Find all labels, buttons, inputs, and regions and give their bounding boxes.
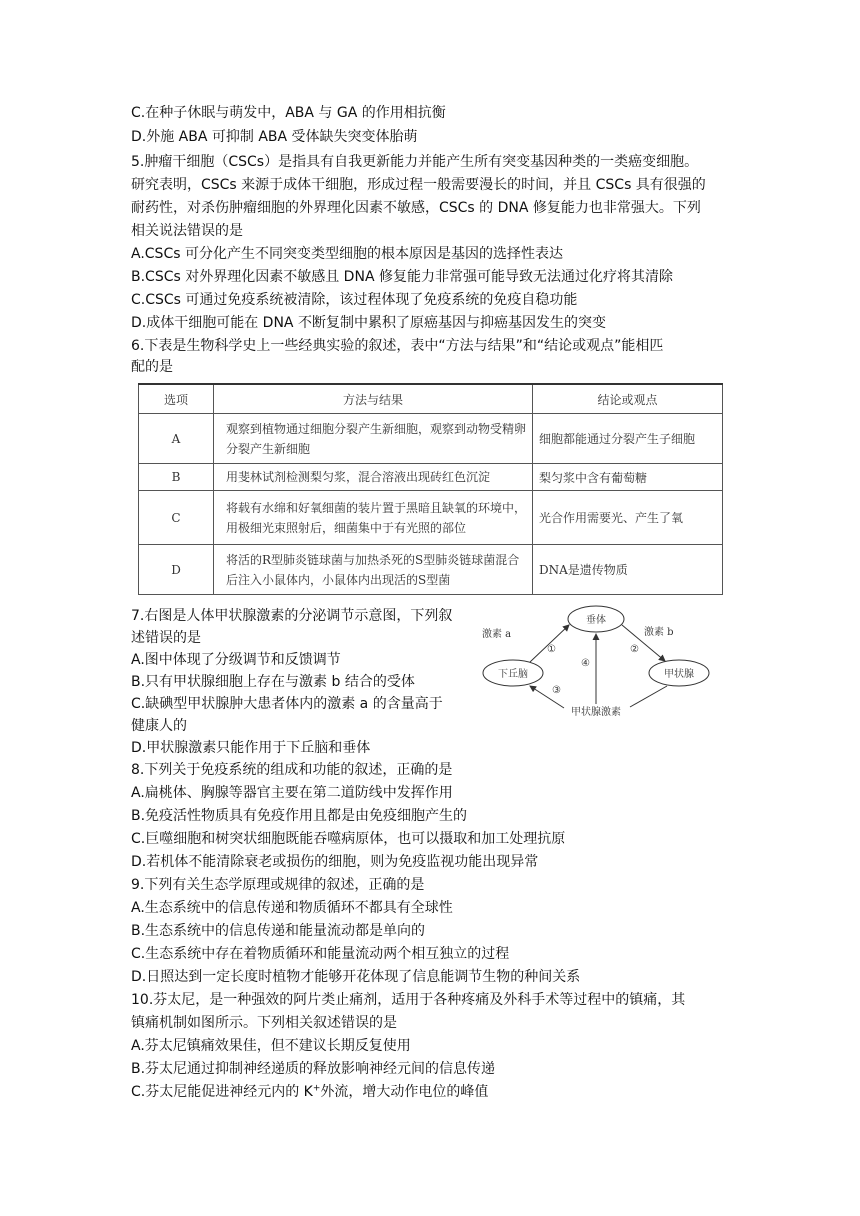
step-3-label: ③ <box>552 685 561 696</box>
hormone-a-label: 激素 a <box>482 629 512 640</box>
header-method: 方法与结果 <box>214 384 533 414</box>
q6-stem-line2: 配的是 <box>131 359 173 375</box>
q5-option-d: D.成体干细胞可能在 DNA 不断复制中累积了原癌基因与抑癌基因发生的突变 <box>131 315 606 331</box>
q7-option-a: A.图中体现了分级调节和反馈调节 <box>131 652 341 668</box>
q8-stem: 8.下列关于免疫系统的组成和功能的叙述，正确的是 <box>131 762 453 778</box>
thyroid-label: 甲状腺 <box>664 669 694 680</box>
row-option: A <box>139 414 214 464</box>
row-method: 观察到植物通过细胞分裂产生新细胞，观察到动物受精卵分裂产生新细胞 <box>214 414 533 464</box>
line-thyroid-to-hormone <box>630 686 667 707</box>
q9-stem: 9.下列有关生态学原理或规律的叙述，正确的是 <box>131 877 425 893</box>
row-option: C <box>139 491 214 545</box>
q9-option-b: B.生态系统中的信息传递和能量流动都是单向的 <box>131 923 426 939</box>
q10-stem-line2: 镇痛机制如图所示。下列相关叙述错误的是 <box>131 1015 397 1031</box>
experiment-table <box>138 383 723 595</box>
table-row <box>139 545 723 595</box>
q5-stem: 5.肿瘤干细胞（CSCs）是指具有自我更新能力并能产生所有突变基因种类的一类癌变细胞。 <box>131 154 699 170</box>
q9-option-a: A.生态系统中的信息传递和物质循环不都具有全球性 <box>131 900 453 916</box>
q10-option-b: B.芬太尼通过抑制神经递质的释放影响神经元间的信息传递 <box>131 1061 496 1077</box>
header-option: 选项 <box>139 384 214 414</box>
q7-stem-line2: 述错误的是 <box>131 630 201 646</box>
step-2-label: ② <box>630 644 639 655</box>
q5-option-b: B.CSCs 对外界理化因素不敏感且 DNA 修复能力非常强可能导致无法通过化疗将其清除 <box>131 269 673 285</box>
header-conclusion: 结论或观点 <box>533 384 723 414</box>
q8-option-d: D.若机体不能清除衰老或损伤的细胞，则为免疫监视功能出现异常 <box>131 854 539 870</box>
q10-option-c-part2: 外流，增大动作电位的峰值 <box>320 1084 489 1100</box>
q8-option-a: A.扁桃体、胸腺等器官主要在第二道防线中发挥作用 <box>131 785 453 801</box>
q5-stem-line3: 耐药性，对杀伤肿瘤细胞的外界理化因素不敏感，CSCs 的 DNA 修复能力也非常强大。下列 <box>131 200 701 216</box>
q7-option-c: C.缺碘型甲状腺肿大患者体内的激素 a 的含量高于 <box>131 696 443 712</box>
row-option: B <box>139 464 214 491</box>
step-4-label: ④ <box>581 658 590 669</box>
q5-stem-line2: 研究表明，CSCs 来源于成体干细胞，形成过程一般需要漫长的时间，并且 CSCs 具有很强的 <box>131 177 706 193</box>
q5-option-c: C.CSCs 可通过免疫系统被清除，该过程体现了免疫系统的免疫自稳功能 <box>131 292 578 308</box>
q7-option-d: D.甲状腺激素只能作用于下丘脑和垂体 <box>131 740 371 756</box>
q7-option-c-line2: 健康人的 <box>131 718 187 734</box>
q7-stem: 7.右图是人体甲状腺激素的分泌调节示意图，下列叙 <box>131 608 453 624</box>
step-1-label: ① <box>547 644 556 655</box>
row-method: 将活的R型肺炎链球菌与加热杀死的S型肺炎链球菌混合后注入小鼠体内，小鼠体内出现活的S型菌 <box>214 545 533 595</box>
thyroid-hormone-label: 甲状腺激素 <box>571 707 621 718</box>
thyroid-regulation-diagram <box>480 600 720 730</box>
q6-stem: 6.下表是生物科学史上一些经典实验的叙述，表中“方法与结果”和“结论或观点”能相匹 <box>131 338 664 354</box>
q10-option-c <box>131 1082 488 1102</box>
row-conclusion: 梨匀浆中含有葡萄糖 <box>533 464 723 491</box>
row-conclusion: 光合作用需要光、产生了氧 <box>533 491 723 545</box>
q7-option-b: B.只有甲状腺细胞上存在与激素 b 结合的受体 <box>131 674 415 690</box>
table-row <box>139 414 723 464</box>
q8-option-b: B.免疫活性物质具有免疫作用且都是由免疫细胞产生的 <box>131 808 468 824</box>
table-header-row <box>139 384 723 414</box>
row-conclusion: DNA是遗传物质 <box>533 545 723 595</box>
table-row <box>139 491 723 545</box>
q10-option-a: A.芬太尼镇痛效果佳，但不建议长期反复使用 <box>131 1038 411 1054</box>
row-method: 用斐林试剂检测梨匀浆，混合溶液出现砖红色沉淀 <box>214 464 533 491</box>
hormone-b-label: 激素 b <box>644 627 674 638</box>
q9-option-c: C.生态系统中存在着物质循环和能量流动两个相互独立的过程 <box>131 946 510 962</box>
row-option: D <box>139 545 214 595</box>
table-row <box>139 464 723 491</box>
q4-option-c: C.在种子休眠与萌发中，ABA 与 GA 的作用相抗衡 <box>131 105 446 121</box>
q10-option-c-part1: C.芬太尼能促进神经元内的 K <box>131 1084 313 1100</box>
pituitary-label: 垂体 <box>586 615 606 626</box>
hypothalamus-label: 下丘脑 <box>498 669 528 680</box>
q5-option-a: A.CSCs 可分化产生不同突变类型细胞的根本原因是基因的选择性表达 <box>131 246 563 262</box>
row-method: 将载有水绵和好氧细菌的装片置于黑暗且缺氧的环境中，用极细光束照射后，细菌集中于有光照的部位 <box>214 491 533 545</box>
q9-option-d: D.日照达到一定长度时植物才能够开花体现了信息能调节生物的种间关系 <box>131 969 581 985</box>
q5-stem-line4: 相关说法错误的是 <box>131 223 243 239</box>
potassium-charge: + <box>312 1083 321 1094</box>
q8-option-c: C.巨噬细胞和树突状细胞既能吞噬病原体，也可以摄取和加工处理抗原 <box>131 831 566 847</box>
q10-stem: 10.芬太尼，是一种强效的阿片类止痛剂，适用于各种疼痛及外科手术等过程中的镇痛，其 <box>131 992 686 1008</box>
diagram-svg <box>480 600 720 730</box>
q4-option-d: D.外施 ABA 可抑制 ABA 受体缺失突变体胎萌 <box>131 129 418 145</box>
row-conclusion: 细胞都能通过分裂产生子细胞 <box>533 414 723 464</box>
